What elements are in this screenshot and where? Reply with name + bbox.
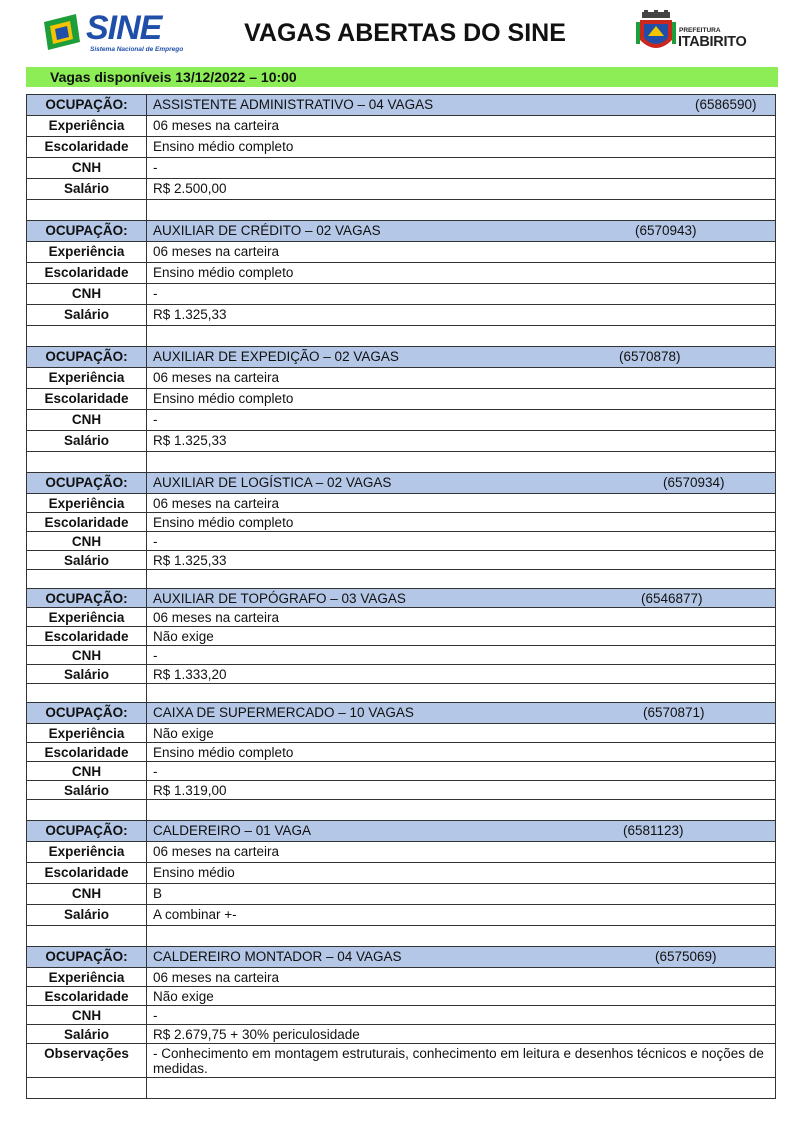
spacer-cell [147, 200, 776, 221]
salary-label: Salário [27, 551, 147, 570]
occupation-label: OCUPAÇÃO: [27, 347, 147, 368]
experience-row [27, 842, 776, 863]
salary-value: R$ 1.333,20 [147, 665, 776, 684]
occupation-row [27, 221, 776, 242]
occupation-name: AUXILIAR DE TOPÓGRAFO – 03 VAGAS [153, 591, 406, 606]
spacer-cell [27, 570, 147, 589]
experience-label: Experiência [27, 724, 147, 743]
salary-row [27, 905, 776, 926]
sine-logo [40, 9, 184, 56]
experience-label: Experiência [27, 608, 147, 627]
license-value: - [147, 532, 776, 551]
salary-value: R$ 1.325,33 [147, 305, 776, 326]
salary-label: Salário [27, 665, 147, 684]
education-row [27, 389, 776, 410]
education-row [27, 627, 776, 646]
salary-label: Salário [27, 179, 147, 200]
job-code: (6586590) [695, 97, 757, 112]
spacer-cell [27, 926, 147, 947]
page-title: VAGAS ABERTAS DO SINE [244, 19, 566, 47]
job-code: (6570934) [663, 475, 725, 490]
salary-value: R$ 2.679,75 + 30% periculosidade [147, 1025, 776, 1044]
education-value: Ensino médio completo [147, 263, 776, 284]
license-value: - [147, 762, 776, 781]
salary-row [27, 431, 776, 452]
education-label: Escolaridade [27, 389, 147, 410]
occupation-label: OCUPAÇÃO: [27, 473, 147, 494]
experience-value: 06 meses na carteira [147, 116, 776, 137]
salary-value: R$ 2.500,00 [147, 179, 776, 200]
education-value: Ensino médio completo [147, 743, 776, 762]
availability-text: Vagas disponíveis 13/12/2022 – 10:00 [50, 69, 297, 85]
education-label: Escolaridade [27, 987, 147, 1006]
license-label: CNH [27, 410, 147, 431]
education-row [27, 987, 776, 1006]
spacer-cell [27, 200, 147, 221]
sine-logo-subtitle: Sistema Nacional de Emprego [90, 46, 184, 53]
experience-row [27, 242, 776, 263]
experience-label: Experiência [27, 494, 147, 513]
salary-row [27, 305, 776, 326]
license-label: CNH [27, 884, 147, 905]
education-value: Ensino médio completo [147, 513, 776, 532]
observations-label: Observações [27, 1044, 147, 1078]
experience-row [27, 968, 776, 987]
salary-row [27, 551, 776, 570]
spacer-cell [147, 926, 776, 947]
experience-value: Não exige [147, 724, 776, 743]
experience-label: Experiência [27, 368, 147, 389]
license-value: - [147, 158, 776, 179]
spacer-row [27, 200, 776, 221]
experience-row [27, 608, 776, 627]
occupation-row [27, 347, 776, 368]
license-row [27, 410, 776, 431]
salary-label: Salário [27, 431, 147, 452]
occupation-title [147, 347, 776, 368]
page-header [0, 0, 800, 66]
education-row [27, 137, 776, 158]
education-label: Escolaridade [27, 513, 147, 532]
spacer-cell [147, 800, 776, 821]
salary-label: Salário [27, 905, 147, 926]
license-label: CNH [27, 762, 147, 781]
education-value: Não exige [147, 987, 776, 1006]
job-code: (6575069) [655, 949, 717, 964]
education-label: Escolaridade [27, 627, 147, 646]
occupation-label: OCUPAÇÃO: [27, 821, 147, 842]
job-code: (6546877) [641, 591, 703, 606]
occupation-row [27, 473, 776, 494]
salary-label: Salário [27, 305, 147, 326]
spacer-row [27, 800, 776, 821]
education-row [27, 863, 776, 884]
education-label: Escolaridade [27, 137, 147, 158]
experience-row [27, 724, 776, 743]
occupation-row [27, 589, 776, 608]
education-value: Ensino médio completo [147, 389, 776, 410]
spacer-row [27, 1078, 776, 1099]
sine-logo-text: SINE [86, 9, 162, 47]
spacer-cell [147, 452, 776, 473]
license-value: B [147, 884, 776, 905]
occupation-name: CALDEREIRO MONTADOR – 04 VAGAS [153, 949, 402, 964]
spacer-cell [147, 1078, 776, 1099]
education-value: Não exige [147, 627, 776, 646]
job-code: (6570878) [619, 349, 681, 364]
education-label: Escolaridade [27, 863, 147, 884]
license-value: - [147, 284, 776, 305]
salary-value: R$ 1.325,33 [147, 431, 776, 452]
license-label: CNH [27, 284, 147, 305]
occupation-row [27, 821, 776, 842]
education-label: Escolaridade [27, 263, 147, 284]
occupation-name: AUXILIAR DE CRÉDITO – 02 VAGAS [153, 223, 381, 238]
occupation-name: CALDEREIRO – 01 VAGA [153, 823, 312, 838]
salary-row [27, 665, 776, 684]
license-label: CNH [27, 158, 147, 179]
occupation-label: OCUPAÇÃO: [27, 947, 147, 968]
availability-banner [26, 67, 778, 87]
license-row [27, 762, 776, 781]
salary-label: Salário [27, 1025, 147, 1044]
occupation-title [147, 95, 776, 116]
observations-row [27, 1044, 776, 1078]
experience-value: 06 meses na carteira [147, 968, 776, 987]
spacer-row [27, 452, 776, 473]
experience-label: Experiência [27, 968, 147, 987]
job-code: (6581123) [623, 823, 684, 838]
spacer-cell [147, 684, 776, 703]
experience-label: Experiência [27, 842, 147, 863]
experience-row [27, 116, 776, 137]
salary-row [27, 1025, 776, 1044]
license-row [27, 1006, 776, 1025]
education-row [27, 743, 776, 762]
spacer-cell [27, 326, 147, 347]
salary-row [27, 179, 776, 200]
spacer-cell [147, 326, 776, 347]
license-label: CNH [27, 646, 147, 665]
spacer-row [27, 684, 776, 703]
salary-value: R$ 1.325,33 [147, 551, 776, 570]
prefeitura-city: ITABIRITO [678, 34, 747, 50]
occupation-name: CAIXA DE SUPERMERCADO – 10 VAGAS [153, 705, 414, 720]
occupation-row [27, 947, 776, 968]
jobs-table [26, 94, 776, 1099]
prefeitura-label: PREFEITURA [679, 27, 721, 34]
sine-brand-icon [40, 12, 84, 52]
experience-value: 06 meses na carteira [147, 368, 776, 389]
occupation-name: AUXILIAR DE LOGÍSTICA – 02 VAGAS [153, 475, 392, 490]
occupation-label: OCUPAÇÃO: [27, 589, 147, 608]
education-value: Ensino médio completo [147, 137, 776, 158]
occupation-name: AUXILIAR DE EXPEDIÇÃO – 02 VAGAS [153, 349, 399, 364]
observations-value: - Conhecimento em montagem estruturais, conhecimento em leitura e desenhos técnicos e noções de medidas. [147, 1044, 776, 1078]
experience-value: 06 meses na carteira [147, 608, 776, 627]
license-value: - [147, 1006, 776, 1025]
occupation-title [147, 221, 776, 242]
salary-label: Salário [27, 781, 147, 800]
occupation-title [147, 473, 776, 494]
job-code: (6570943) [635, 223, 697, 238]
education-row [27, 263, 776, 284]
experience-row [27, 368, 776, 389]
spacer-row [27, 570, 776, 589]
occupation-name: ASSISTENTE ADMINISTRATIVO – 04 VAGAS [153, 97, 434, 112]
salary-value: R$ 1.319,00 [147, 781, 776, 800]
spacer-cell [27, 684, 147, 703]
spacer-cell [27, 1078, 147, 1099]
salary-value: A combinar +- [147, 905, 776, 926]
experience-value: 06 meses na carteira [147, 494, 776, 513]
job-code: (6570871) [643, 705, 705, 720]
occupation-label: OCUPAÇÃO: [27, 703, 147, 724]
city-crest-icon [636, 10, 676, 56]
license-row [27, 284, 776, 305]
license-label: CNH [27, 532, 147, 551]
spacer-cell [27, 452, 147, 473]
spacer-row [27, 326, 776, 347]
license-row [27, 646, 776, 665]
occupation-title [147, 947, 776, 968]
occupation-label: OCUPAÇÃO: [27, 221, 147, 242]
license-row [27, 532, 776, 551]
experience-value: 06 meses na carteira [147, 842, 776, 863]
prefeitura-logo [636, 10, 766, 56]
license-row [27, 158, 776, 179]
education-row [27, 513, 776, 532]
spacer-cell [147, 570, 776, 589]
education-value: Ensino médio [147, 863, 776, 884]
occupation-title [147, 589, 776, 608]
occupation-row [27, 703, 776, 724]
spacer-cell [27, 800, 147, 821]
salary-row [27, 781, 776, 800]
experience-label: Experiência [27, 116, 147, 137]
spacer-row [27, 926, 776, 947]
license-value: - [147, 646, 776, 665]
experience-label: Experiência [27, 242, 147, 263]
occupation-row [27, 95, 776, 116]
education-label: Escolaridade [27, 743, 147, 762]
license-value: - [147, 410, 776, 431]
license-label: CNH [27, 1006, 147, 1025]
experience-value: 06 meses na carteira [147, 242, 776, 263]
license-row [27, 884, 776, 905]
occupation-label: OCUPAÇÃO: [27, 95, 147, 116]
experience-row [27, 494, 776, 513]
occupation-title [147, 703, 776, 724]
occupation-title [147, 821, 776, 842]
